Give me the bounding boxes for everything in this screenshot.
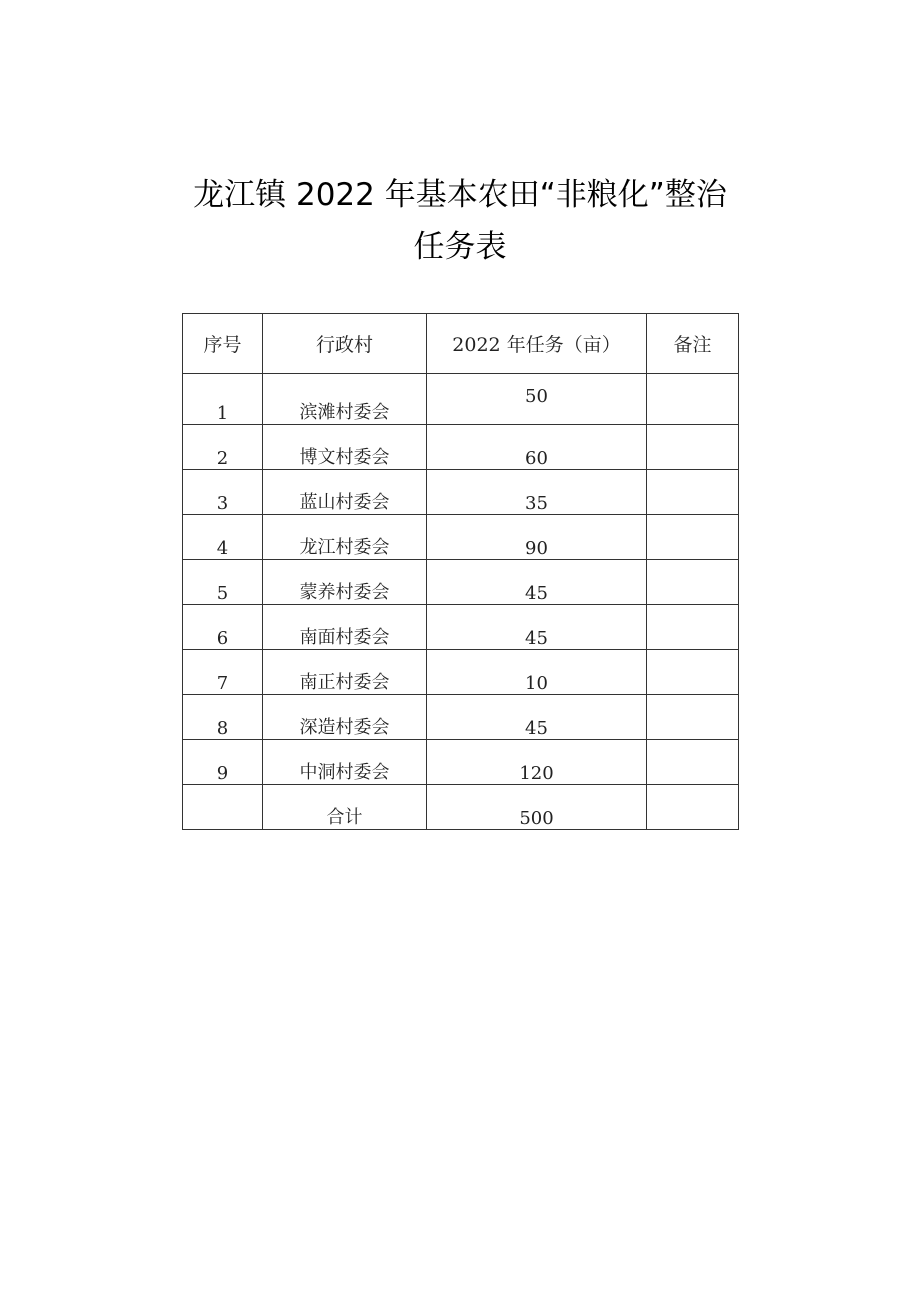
row-note (647, 374, 739, 425)
total-index (183, 785, 263, 830)
table-row (183, 515, 739, 560)
row-note (647, 695, 739, 740)
row-task: 90 (427, 515, 647, 560)
table-row (183, 374, 739, 425)
row-task: 60 (427, 425, 647, 470)
row-task: 120 (427, 740, 647, 785)
row-village: 龙江村委会 (263, 515, 427, 560)
row-village: 蒙养村委会 (263, 560, 427, 605)
row-note (647, 470, 739, 515)
header-task: 2022 年任务（亩） (427, 314, 647, 374)
row-village: 中洞村委会 (263, 740, 427, 785)
header-note: 备注 (647, 314, 739, 374)
table-row (183, 695, 739, 740)
row-index: 3 (183, 470, 263, 515)
row-note (647, 425, 739, 470)
row-task: 45 (427, 605, 647, 650)
row-note (647, 515, 739, 560)
row-index: 5 (183, 560, 263, 605)
row-task: 45 (427, 560, 647, 605)
table-row (183, 650, 739, 695)
row-task: 45 (427, 695, 647, 740)
table-row (183, 425, 739, 470)
task-table (182, 313, 739, 830)
header-village: 行政村 (263, 314, 427, 374)
row-task: 10 (427, 650, 647, 695)
row-village: 蓝山村委会 (263, 470, 427, 515)
row-note (647, 740, 739, 785)
row-village: 南正村委会 (263, 650, 427, 695)
table-row (183, 560, 739, 605)
row-index: 9 (183, 740, 263, 785)
row-index: 4 (183, 515, 263, 560)
row-index: 7 (183, 650, 263, 695)
row-village: 深造村委会 (263, 695, 427, 740)
table-row (183, 740, 739, 785)
row-index: 2 (183, 425, 263, 470)
row-index: 6 (183, 605, 263, 650)
total-note (647, 785, 739, 830)
total-task: 500 (427, 785, 647, 830)
row-task: 35 (427, 470, 647, 515)
row-task: 50 (427, 374, 647, 425)
header-index: 序号 (183, 314, 263, 374)
document-title-line-2: 任务表 (413, 229, 507, 265)
row-index: 1 (183, 374, 263, 425)
row-village: 博文村委会 (263, 425, 427, 470)
table-row (183, 470, 739, 515)
total-label: 合计 (263, 785, 427, 830)
table-total-row (183, 785, 739, 830)
row-note (647, 560, 739, 605)
row-note (647, 605, 739, 650)
table-header-row (183, 314, 739, 374)
document-title-line-1: 龙江镇 2022 年基本农田“非粮化”整治 (193, 177, 727, 213)
row-village: 滨滩村委会 (263, 374, 427, 425)
row-index: 8 (183, 695, 263, 740)
row-village: 南面村委会 (263, 605, 427, 650)
row-note (647, 650, 739, 695)
table-row (183, 605, 739, 650)
